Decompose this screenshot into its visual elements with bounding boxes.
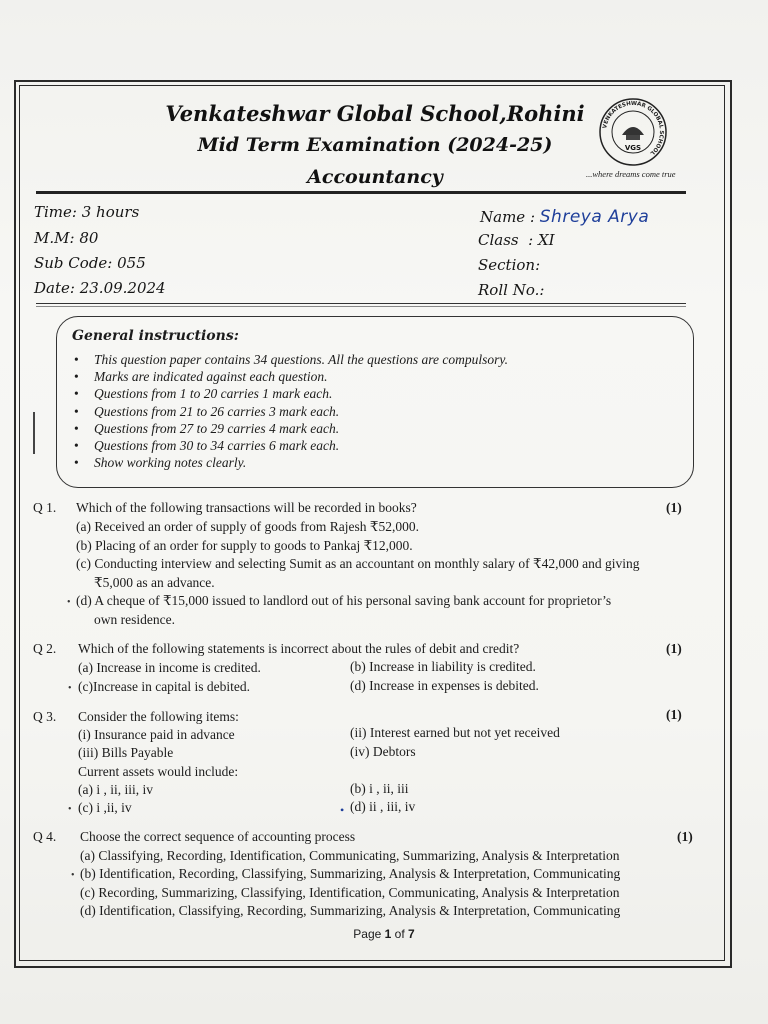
- header-divider: [36, 191, 686, 194]
- meta-date: Date: 23.09.2024: [34, 279, 166, 297]
- q3-item-iii: (iii) Bills Payable: [78, 745, 174, 760]
- pencil-tick: •: [68, 804, 72, 815]
- q2-marks: (1): [666, 641, 682, 656]
- q4-option-b: (b) Identification, Recording, Classifying, Summarizing, Analysis & Interpretation, Communicating: [80, 866, 621, 881]
- q3-number: Q 3.: [33, 709, 57, 724]
- meta-section: Section:: [478, 256, 541, 274]
- pen-tick: •: [340, 803, 345, 817]
- logo-ring-text: VENKATESHWAR GLOBAL SCHOOL: [602, 100, 665, 156]
- meta-class: Class : XI: [478, 231, 555, 249]
- meta-divider: [36, 303, 686, 304]
- meta-roll-no: Roll No.:: [478, 281, 545, 299]
- q4-number: Q 4.: [33, 829, 57, 844]
- exam-title: Mid Term Examination (2024-25): [197, 134, 553, 156]
- margin-pen-mark: [33, 412, 35, 454]
- q2-option-b: (b) Increase in liability is credited.: [350, 659, 536, 674]
- q3-option-d: (d) ii , iii, iv: [350, 799, 416, 814]
- instruction-item: • Marks are indicated against each question.: [74, 368, 508, 385]
- q4-option-d: (d) Identification, Classifying, Recording, Summarizing, Analysis & Interpretation, Communicating: [80, 903, 621, 918]
- pencil-tick: •: [71, 870, 75, 881]
- q3-item-iv: (iv) Debtors: [350, 744, 416, 759]
- q2-option-c: (c)Increase in capital is debited.: [78, 679, 251, 694]
- q2-text: Which of the following statements is incorrect about the rules of debit and credit?: [78, 641, 520, 656]
- q2-number: Q 2.: [33, 641, 57, 656]
- pencil-tick: •: [67, 597, 71, 608]
- q3-option-a: (a) i , ii, iii, iv: [78, 782, 153, 797]
- school-tagline: ...where dreams come true: [586, 169, 676, 179]
- handwritten-name: Shreya Arya: [539, 207, 650, 227]
- meta-sub-code: Sub Code: 055: [34, 254, 146, 272]
- page-number: Page 1 of 7: [353, 927, 415, 941]
- meta-divider-shadow: [36, 306, 686, 307]
- q3-item-i: (i) Insurance paid in advance: [78, 727, 235, 742]
- instruction-item: • Questions from 21 to 26 carries 3 mark each.: [74, 403, 508, 420]
- q1-text: Which of the following transactions will be recorded in books?: [76, 500, 417, 515]
- meta-max-marks: M.M: 80: [34, 229, 99, 247]
- q1-option-c-cont: ₹5,000 as an advance.: [94, 575, 215, 590]
- q4-option-c: (c) Recording, Summarizing, Classifying, Identification, Communicating, Analysis & Interpretation: [80, 885, 620, 900]
- instruction-item: • Questions from 27 to 29 carries 4 mark each.: [74, 420, 508, 437]
- instructions-title: General instructions:: [72, 328, 239, 344]
- q1-option-d: (d) A cheque of ₹15,000 issued to landlord out of his personal saving bank account for proprietor’s: [76, 593, 612, 608]
- q3-item-ii: (ii) Interest earned but not yet received: [350, 725, 560, 740]
- q2-option-d: (d) Increase in expenses is debited.: [350, 678, 539, 693]
- q2-option-a: (a) Increase in income is credited.: [78, 660, 261, 675]
- q1-number: Q 1.: [33, 500, 57, 515]
- school-name: Venkateshwar Global School,Rohini: [165, 101, 585, 126]
- q1-option-a: (a) Received an order of supply of goods from Rajesh ₹52,000.: [76, 519, 420, 534]
- pencil-tick: •: [68, 683, 72, 694]
- instruction-item: • Questions from 1 to 20 carries 1 mark each.: [74, 385, 508, 402]
- instruction-item: • This question paper contains 34 questions. All the questions are compulsory.: [74, 351, 508, 368]
- q3-marks: (1): [666, 707, 682, 722]
- logo-vgs-text: VGS: [624, 144, 642, 152]
- q1-option-d-cont: own residence.: [94, 612, 175, 627]
- instructions-list: [74, 351, 508, 471]
- subject-title: Accountancy: [307, 166, 443, 188]
- meta-time: Time: 3 hours: [34, 203, 140, 221]
- meta-name: Name : Shreya Arya: [480, 207, 650, 227]
- q1-marks: (1): [666, 500, 682, 515]
- q3-text: Consider the following items:: [78, 709, 239, 724]
- q4-text: Choose the correct sequence of accounting process: [80, 829, 356, 844]
- q1-option-c: (c) Conducting interview and selecting Sumit as an accountant on monthly salary of ₹42,000 and giving: [76, 556, 640, 571]
- q4-marks: (1): [677, 829, 693, 844]
- q3-prompt: Current assets would include:: [78, 764, 239, 779]
- q3-option-c: (c) i ,ii, iv: [78, 800, 132, 815]
- instruction-item: • Questions from 30 to 34 carries 6 mark each.: [74, 437, 508, 454]
- q3-option-b: (b) i , ii, iii: [350, 781, 409, 796]
- q1-option-b: (b) Placing of an order for supply to goods to Pankaj ₹12,000.: [76, 538, 413, 553]
- q4-option-a: (a) Classifying, Recording, Identification, Communicating, Summarizing, Analysis & Interpretation: [80, 848, 620, 863]
- school-logo: [598, 97, 668, 167]
- instruction-item: • Show working notes clearly.: [74, 454, 508, 471]
